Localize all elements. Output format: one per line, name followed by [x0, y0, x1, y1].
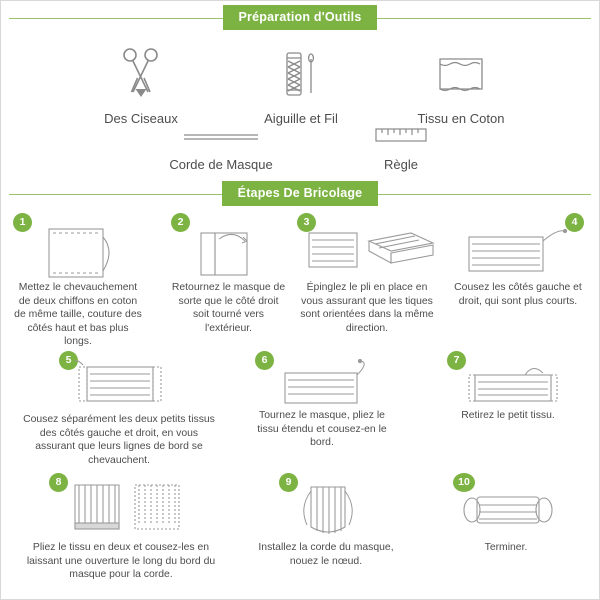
tool-needle-thread — [221, 41, 381, 126]
tool-label: Règle — [384, 157, 418, 172]
step-number-badge: 4 — [565, 213, 584, 232]
mask-cord-icon — [121, 121, 321, 149]
tools-row-top — [61, 41, 541, 126]
step-number-badge: 10 — [453, 473, 475, 492]
tools-section-header — [1, 5, 599, 30]
step-5 — [19, 351, 215, 466]
step-3-text: Épinglez le pli en place en vous assurant que les tiques sont orientées dans la même direction. — [300, 282, 434, 334]
step-7 — [433, 351, 583, 461]
step-number-badge: 2 — [171, 213, 190, 232]
step-4-illustration — [461, 223, 571, 281]
step-6-text: Tournez le masque, pliez le tissu étendu et cousez-en le bord. — [257, 410, 387, 448]
steps-title: Étapes De Bricolage — [222, 181, 379, 206]
step-9-text: Installez la corde du masque, nouez le nœud. — [258, 542, 394, 567]
step-1-illustration — [35, 223, 135, 285]
tool-label: Tissu en Coton — [417, 111, 505, 126]
step-8 — [21, 473, 216, 593]
step-2 — [171, 213, 286, 333]
tool-label: Corde de Masque — [169, 157, 273, 172]
step-number-badge: 3 — [297, 213, 316, 232]
step-9 — [251, 473, 401, 593]
tool-label: Des Ciseaux — [104, 111, 178, 126]
step-9-illustration — [287, 483, 377, 543]
step-1 — [13, 213, 143, 347]
step-5-illustration — [71, 359, 181, 411]
tool-ruler — [321, 121, 481, 172]
step-4 — [453, 213, 583, 333]
step-3 — [297, 213, 437, 333]
tools-title: Préparation d'Outils — [223, 5, 378, 30]
tool-mask-cord — [121, 121, 321, 172]
needle-thread-icon — [221, 41, 381, 103]
ruler-icon — [321, 121, 481, 149]
step-6-illustration — [271, 359, 381, 411]
step-2-text: Retournez le masque de sorte que le côté droit soit tourné vers l'extérieur. — [171, 282, 286, 334]
step-10-illustration — [457, 487, 567, 537]
step-7-text: Retirez le petit tissu. — [461, 410, 555, 421]
step-number-badge: 1 — [13, 213, 32, 232]
step-1-text: Mettez le chevauchement de deux chiffons en coton de même taille, couture des côtés haut et bas plus longs. — [14, 282, 142, 347]
step-number-badge: 7 — [447, 351, 466, 370]
step-3-illustration — [307, 225, 437, 281]
step-number-badge: 6 — [255, 351, 274, 370]
step-number-badge: 8 — [49, 473, 68, 492]
cotton-fabric-icon — [381, 41, 541, 103]
tool-scissors — [61, 41, 221, 126]
step-10 — [431, 473, 581, 593]
step-5-text: Cousez séparément les deux petits tissus des côtés gauche et droit, en vous assurant que leurs lignes de bord se chevauchent. — [23, 414, 215, 466]
step-8-illustration — [61, 481, 191, 539]
steps-section-header — [1, 181, 599, 206]
step-8-text: Pliez le tissu en deux et cousez-les en laissant une ouverture le long du bord du masque pour la corde. — [26, 542, 216, 580]
step-2-illustration — [189, 221, 279, 281]
tool-label: Aiguille et Fil — [264, 111, 338, 126]
tool-cotton-fabric — [381, 41, 541, 126]
step-7-illustration — [463, 361, 573, 411]
step-4-text: Cousez les côtés gauche et droit, qui sont plus courts. — [454, 282, 582, 307]
step-10-text: Terminer. — [484, 542, 528, 553]
step-number-badge: 9 — [279, 473, 298, 492]
step-6 — [247, 351, 397, 461]
tools-row-bottom — [111, 121, 491, 172]
step-number-badge: 5 — [59, 351, 78, 370]
scissors-icon — [61, 41, 221, 103]
